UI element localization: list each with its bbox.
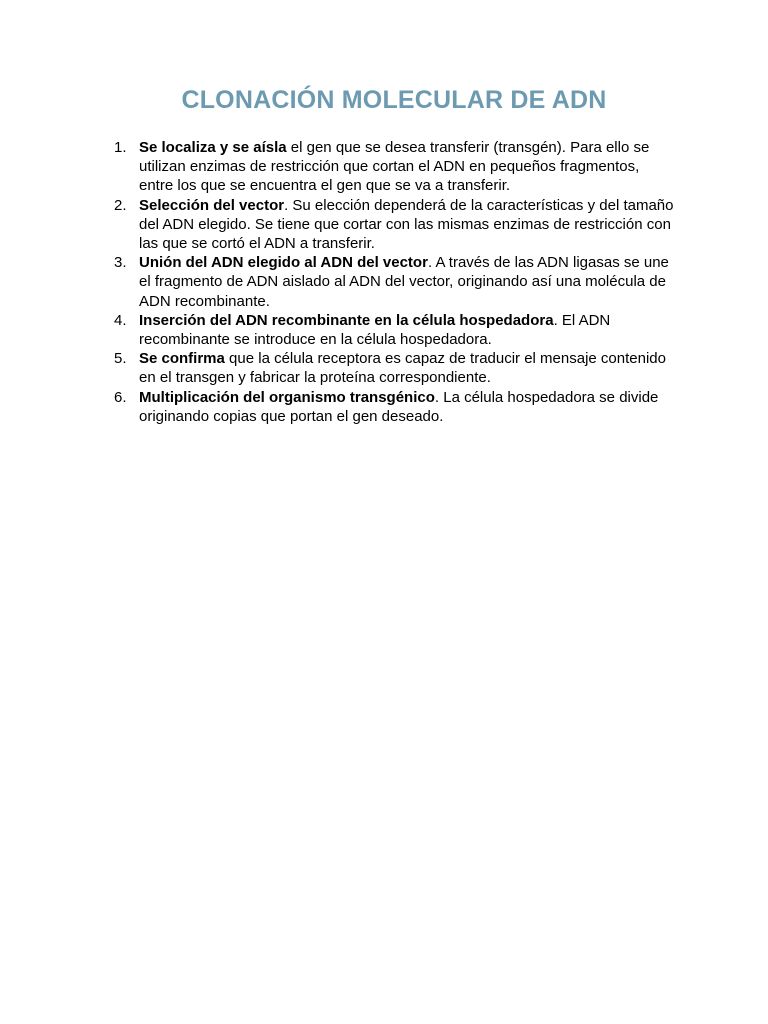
page-title: CLONACIÓN MOLECULAR DE ADN [181, 86, 607, 114]
step-body-text: que la célula receptora es capaz de traducir el mensaje contenido en el transgen y fabricar la proteína correspondiente. [139, 350, 666, 387]
step-body-text: . La célula hospedadora se divide originando copias que portan el gen deseado. [139, 388, 659, 425]
steps-list [114, 138, 674, 426]
step-lead-text: Selección del vector [139, 196, 285, 214]
list-item-step-6 [114, 388, 674, 426]
step-number: 4. [114, 311, 127, 329]
step-lead-text: Unión del ADN elegido al ADN del vector [139, 254, 428, 272]
step-number: 5. [114, 350, 127, 368]
step-body-text: . A través de las ADN ligasas se une el fragmento de ADN aislado al ADN del vector, originando así una molécula de ADN recombinante. [139, 254, 669, 310]
list-item-step-4 [114, 311, 674, 349]
list-item-step-2 [114, 196, 674, 254]
step-number: 2. [114, 196, 127, 214]
step-body-text: . Su elección dependerá de la características y del tamaño del ADN elegido. Se tiene que cortar con las mismas enzimas de restricción con las que se cortó el ADN a transferir. [139, 196, 674, 253]
step-number: 1. [114, 139, 127, 156]
step-lead-text: Multiplicación del organismo transgénico [139, 388, 435, 406]
step-body-text: . El ADN recombinante se introduce en la célula hospedadora. [139, 311, 611, 349]
step-body-text: el gen que se desea transferir (transgén). Para ello se utilizan enzimas de restricción que cortan el ADN en pequeños fragmentos, entre los que se encuentra el gen que se va a transferir. [139, 139, 650, 195]
step-lead-text: Se localiza y se aísla [139, 139, 287, 156]
list-item-step-1 [114, 138, 674, 196]
step-lead-text: Se confirma [139, 350, 225, 368]
list-item-step-3 [114, 253, 674, 311]
list-item-step-5 [114, 349, 674, 387]
step-number: 6. [114, 388, 127, 406]
step-lead-text: Inserción del ADN recombinante en la célula hospedadora [139, 311, 554, 329]
step-number: 3. [114, 254, 127, 272]
